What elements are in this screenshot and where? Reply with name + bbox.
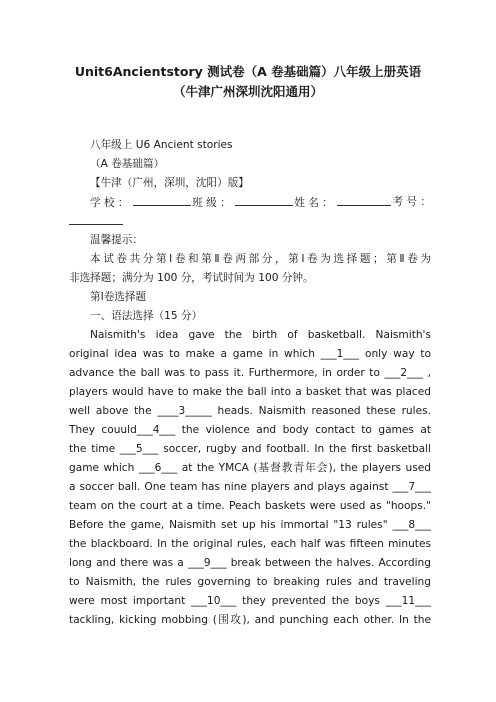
edition-label: （A 卷基础篇） bbox=[90, 158, 165, 170]
passage-line: Before the game, Naismith set up his immortal "13 rules" ___8___ bbox=[69, 519, 431, 531]
name-blank[interactable] bbox=[337, 193, 391, 206]
exam-number-label: 考 号 ： bbox=[392, 196, 431, 208]
school-label: 学 校 ： bbox=[90, 197, 129, 209]
part-one-heading: 第Ⅰ卷选择题 bbox=[90, 291, 147, 303]
passage-line: the time ___5___ soccer, rugby and football. In the first basketball bbox=[69, 443, 431, 455]
exam-number-blank[interactable] bbox=[69, 212, 123, 225]
passage-line: players would have to make the ball into a basket that was placed bbox=[69, 386, 431, 398]
name-label: 姓 名 ： bbox=[294, 197, 333, 209]
passage-line: team on the court at a time. Peach baskets were used as "hoops." bbox=[69, 500, 431, 512]
school-blank[interactable] bbox=[133, 193, 191, 206]
passage-line: Naismith's idea gave the birth of basketball. Naismith's bbox=[90, 329, 431, 341]
subtitle: 八年级上 U6 Ancient stories bbox=[90, 139, 233, 151]
document-title-line-1: Unit6Ancientstory 测试卷（A 卷基础篇）八年级上册英语 bbox=[74, 64, 422, 79]
passage-line: long and there was a ___9___ break between the halves. According bbox=[69, 557, 431, 569]
passage-line: were most important ___10___ they prevented the boys ___11___ bbox=[69, 595, 431, 607]
passage-line: advance the ball was to pass it. Furthermore, in order to ___2___ , bbox=[69, 367, 431, 379]
passage-line: the blackboard. In the original rules, each half was fifteen minutes bbox=[69, 538, 431, 550]
notice-line-1: 本试卷共分第Ⅰ卷和第Ⅱ卷两部分，第Ⅰ卷为选择题；第Ⅱ卷为 bbox=[90, 253, 431, 265]
class-blank[interactable] bbox=[235, 193, 293, 206]
section-one-heading: 一、语法选择（15 分） bbox=[90, 310, 203, 322]
passage-line: They couuld___4___ the violence and body contact to games at bbox=[69, 424, 431, 436]
publisher-label: 【牛津（广州，深圳，沈阳）版】 bbox=[90, 177, 249, 189]
exam-number-row bbox=[69, 212, 431, 232]
student-info-row bbox=[69, 193, 431, 213]
passage-line: a soccer ball. One team has nine players and plays against ___7___ bbox=[69, 481, 431, 493]
passage-line: original idea was to make a game in which ___1___ only way to bbox=[69, 348, 431, 360]
passage-line: well above the ____3_____ heads. Naismith reasoned these rules. bbox=[69, 405, 431, 417]
passage-line: tackling, kicking mobbing (围攻), and punching each other. In the bbox=[69, 614, 431, 626]
passage-line: to Naismith, the rules governing to breaking rules and traveling bbox=[69, 576, 431, 588]
passage-line: game which ___6___ at the YMCA (基督教青年会), the players used bbox=[69, 462, 431, 474]
class-label: 班 级 ： bbox=[192, 197, 231, 209]
document-title-line-2: （牛津广州深圳沈阳通用） bbox=[172, 84, 323, 99]
notice-label: 温馨提示： bbox=[90, 234, 143, 246]
notice-line-2: 非选择题；满分为 100 分，考试时间为 100 分钟。 bbox=[69, 272, 314, 284]
